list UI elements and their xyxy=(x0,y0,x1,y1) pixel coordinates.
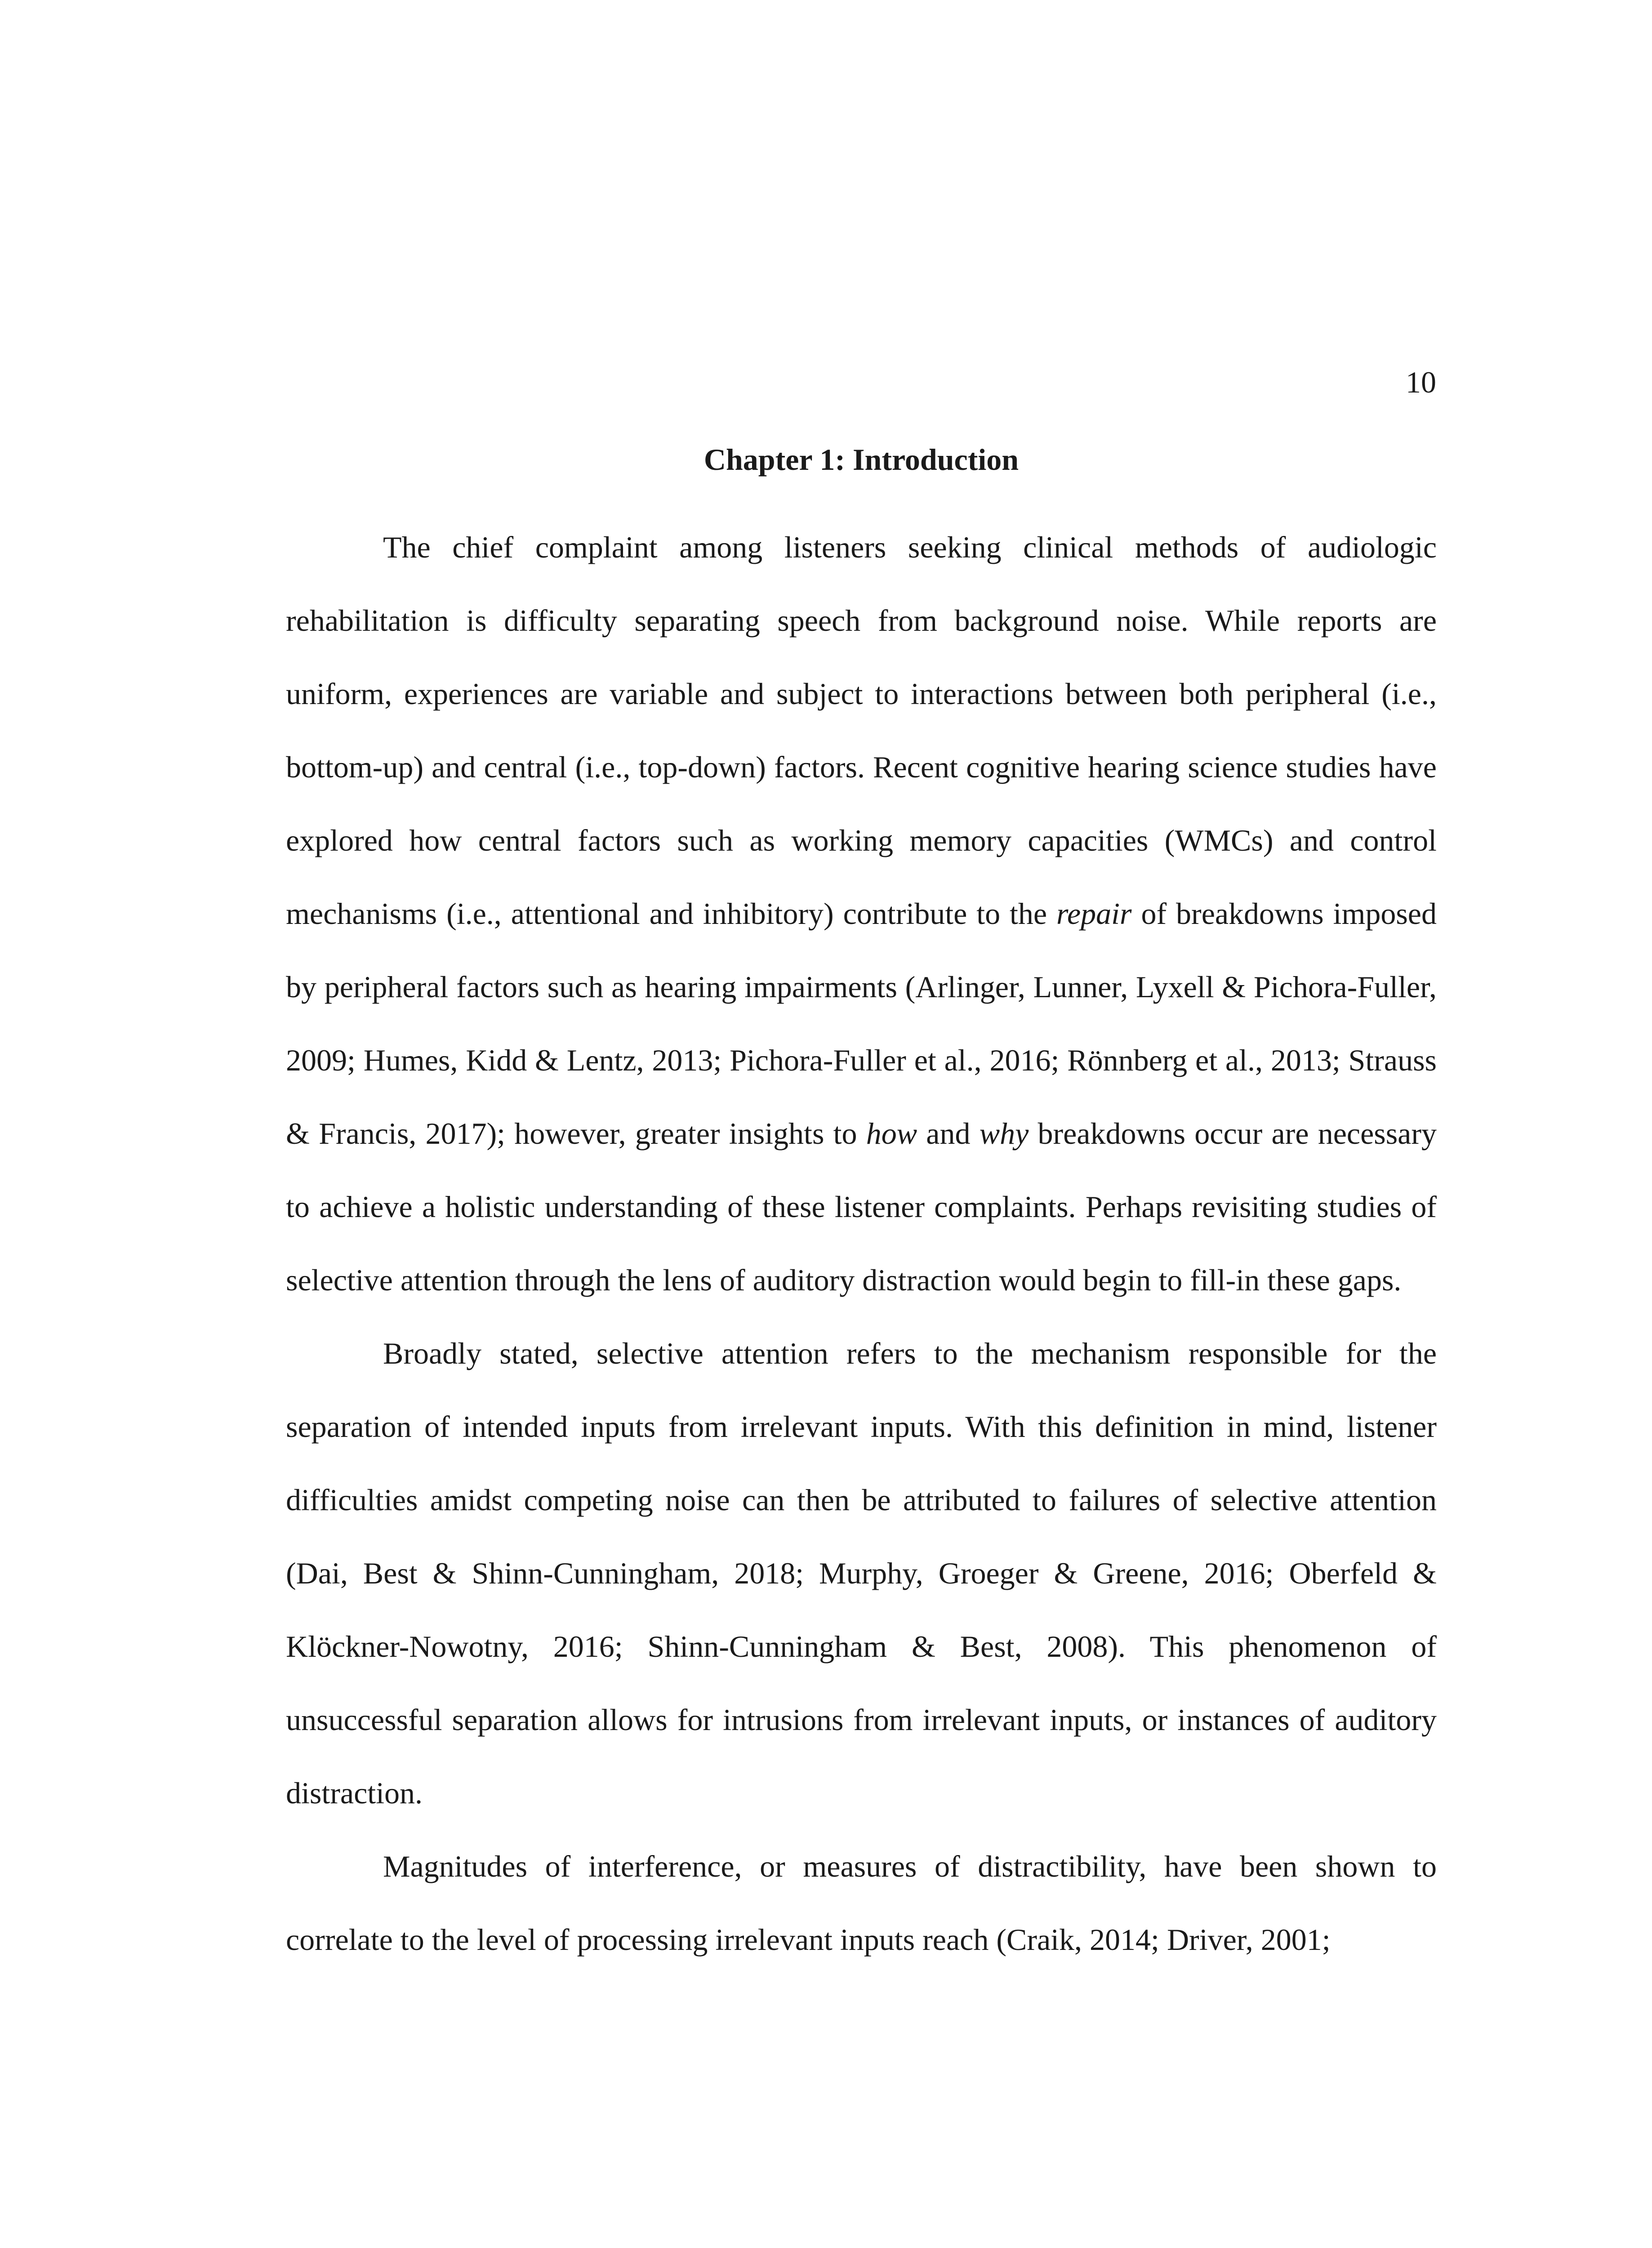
paragraph-2: Broadly stated, selective attention refers to the mechanism responsible for the separation of intended inputs from irrelevant inputs. With this definition in mind, listener difficulties amidst competing noise can then be attributed to failures of selective attention (Dai, Best & Shinn-Cunningham, 2018; Murphy, Groeger & Greene, 2016; Oberfeld & Klöckner-Nowotny, 2016; Shinn-Cunningham & Best, 2008). This phenomenon of unsuccessful separation allows for intrusions from irrelevant inputs, or instances of auditory distraction. xyxy=(286,1336,1437,1810)
paragraph-1 xyxy=(286,511,1437,1317)
paragraph-1-text-1: The chief complaint among listeners seeking clinical methods of audiologic rehabilitation is difficulty separating speech from background noise. While reports are uniform, experiences are variable and subject to interactions between both peripheral (i.e., bottom-up) and central (i.e., top-down) factors. Recent cognitive hearing science studies have explored how central factors such as working memory capacities (WMCs) and control mechanisms (i.e., attentional and inhibitory) contribute to the xyxy=(286,530,1437,931)
emphasis-why: why xyxy=(979,1116,1029,1151)
paragraph-3: Magnitudes of interference, or measures of distractibility, have been shown to correlate to the level of processing irrelevant inputs reach (Craik, 2014; Driver, 2001; xyxy=(286,1849,1437,1957)
paragraph-1-text-3: and xyxy=(917,1116,980,1151)
page-number: 10 xyxy=(1406,365,1436,399)
paragraph-1-text-2: of breakdowns imposed by peripheral factors such as hearing impairments (Arlinger, Lunner, Lyxell & Pichora-Fuller, 2009; Humes, Kidd & Lentz, 2013; Pichora-Fuller et al., 2016; Rönnberg et al., 2013; Strauss & Francis, 2017); however, greater insights to xyxy=(286,897,1437,1151)
page-body xyxy=(286,438,1437,1976)
paragraph-1-text-4: breakdowns occur are necessary to achieve a holistic understanding of these listener complaints. Perhaps revisiting studies of selective attention through the lens of auditory distraction would begin to fill-in these gaps. xyxy=(286,1116,1437,1297)
emphasis-repair: repair xyxy=(1056,897,1132,931)
emphasis-how: how xyxy=(866,1116,917,1151)
chapter-title: Chapter 1: Introduction xyxy=(704,442,1019,477)
